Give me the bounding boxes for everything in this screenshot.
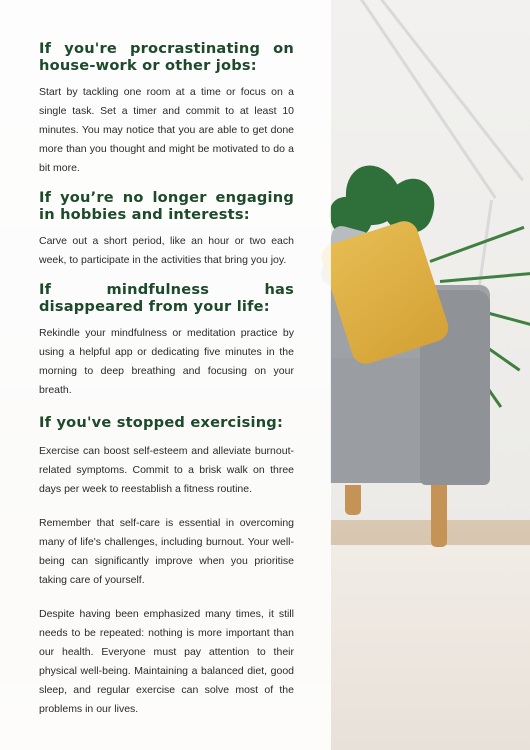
article bbox=[39, 40, 294, 719]
section-heading: If mindfulness has disappeared from your life: bbox=[39, 281, 294, 315]
closing-paragraph: Despite having been emphasized many times, it still needs to be repeated: nothing is more important than our health. Everyone must pay attention to their physical well-being. Maintaining a balanced diet, good sleep, and regular exercise can solve most of the problems in our lives. bbox=[39, 608, 294, 715]
section-heading: If you’re no longer engaging in hobbies and interests: bbox=[39, 189, 294, 223]
sofa-leg bbox=[431, 485, 447, 547]
section-body: Carve out a short period, like an hour or two each week, to participate in the activities that bring you joy. bbox=[39, 235, 294, 266]
section-heading: If you've stopped exercising: bbox=[39, 414, 283, 431]
sofa-leg bbox=[345, 485, 361, 515]
section-heading: If you're procrastinating on house-work or other jobs: bbox=[39, 40, 294, 74]
section-body: Rekindle your mindfulness or meditation practice by using a helpful app or dedicating five minutes in the morning to deep breathing and focusing on your breath. bbox=[39, 327, 294, 396]
closing-paragraph: Remember that self-care is essential in overcoming many of life's challenges, including burnout. Your well-being can significantly improve when you prioritise taking care of yourself. bbox=[39, 517, 294, 586]
sofa-seat bbox=[330, 358, 425, 483]
rug bbox=[330, 545, 530, 750]
section-body: Start by tackling one room at a time or focus on a single task. Set a timer and commit to at least 10 minutes. You may notice that you are able to get done more than you thought and might be motivated to do a bit more. bbox=[39, 86, 294, 174]
section-body: Exercise can boost self-esteem and alleviate burnout-related symptoms. Commit to a brisk walk on three days per week to reestablish a fitness routine. bbox=[39, 445, 294, 495]
